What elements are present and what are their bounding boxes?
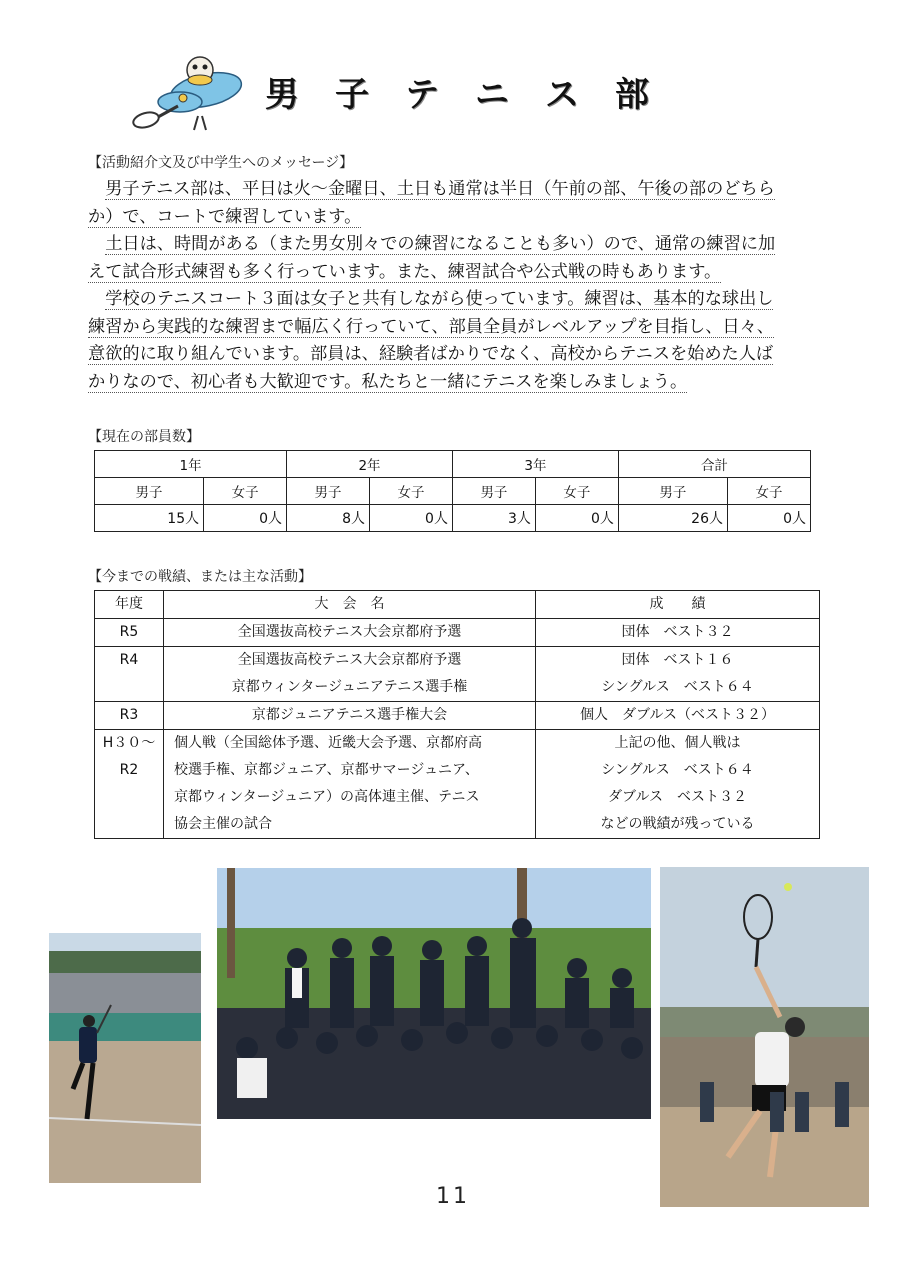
sub-header: 女子 [535,478,618,505]
result-cell: 団体 ベスト１６ シングルス ベスト６４ [536,647,820,702]
count-cell: 26人 [618,505,727,532]
title-char: 男 [265,74,299,115]
sub-header: 男子 [95,478,204,505]
intro-line: かりなので、初心者も大歓迎です。私たちと一緒にテニスを楽しみましょう。 [88,371,688,392]
meet-cell: 全国選抜高校テニス大会京都府予選 京都ウィンタージュニアテニス選手権 [164,647,536,702]
year-cell: R4 [95,647,164,702]
count-cell: 0人 [370,505,453,532]
sub-header: 男子 [452,478,535,505]
result-cell: 上記の他、個人戦は シングルス ベスト６４ ダブルス ベスト３２ などの戦績が残っている [536,730,820,839]
title-char: ニ [475,74,509,115]
intro-line: か）で、コートで練習しています。 [88,206,362,227]
count-cell: 0人 [204,505,287,532]
sub-header: 女子 [204,478,287,505]
members-heading: 【現在の部員数】 [88,429,200,445]
results-heading: 【今までの戦績、または主な活動】 [88,569,312,585]
header-meet: 大 会 名 [164,591,536,619]
intro-line: 意欲的に取り組んでいます。部員は、経験者ばかりでなく、高校からテニスを始めた人ば [88,344,774,364]
intro-text [88,176,823,396]
year-cell: H３０～ R2 [95,730,164,839]
group-header: 1年 [95,451,287,478]
intro-line: 土日は、時間がある（また男女別々での練習になることも多い）ので、通常の練習に加 [105,234,776,254]
table-row [95,619,820,647]
title-char: 部 [615,74,649,115]
header-result: 成 績 [536,591,820,619]
header-year: 年度 [95,591,164,619]
table-row [95,478,811,505]
members-table [94,450,811,532]
sub-header: 男子 [287,478,370,505]
title-char: 子 [335,74,369,115]
table-row [95,647,820,702]
intro-heading: 【活動紹介文及び中学生へのメッセージ】 [88,155,354,171]
intro-line: えて試合形式練習も多く行っています。また、練習試合や公式戦の時もあります。 [88,261,722,282]
group-header: 合計 [618,451,810,478]
photo-serve [660,867,869,1207]
meet-cell: 京都ジュニアテニス選手権大会 [164,702,536,730]
intro-line: 男子テニス部は、平日は火～金曜日、土日も通常は半日（午前の部、午後の部のどちら [105,179,775,199]
year-cell: R5 [95,619,164,647]
title-char: テ [405,74,439,115]
sub-header: 男子 [618,478,727,505]
results-table [94,590,820,839]
page-number: 11 [436,1184,470,1209]
count-cell: 0人 [535,505,618,532]
title-char: ス [545,74,579,115]
meet-cell: 個人戦（全国総体予選、近畿大会予選、京都府高 校選手権、京都ジュニア、京都サマージュニア、 京都ウィンタージュニア）の高体連主催、テニス 協会主催の試合 [164,730,536,839]
mascot-logo [128,52,244,134]
sub-header: 女子 [370,478,453,505]
year-cell: R3 [95,702,164,730]
result-cell: 団体 ベスト３２ [536,619,820,647]
photo-team [217,868,651,1119]
count-cell: 8人 [287,505,370,532]
intro-line: 学校のテニスコート３面は女子と共有しながら使っています。練習は、基本的な球出し [105,289,774,309]
photo-practice [49,933,201,1183]
table-row [95,730,820,839]
count-cell: 15人 [95,505,204,532]
page-title [262,66,662,116]
table-row [95,702,820,730]
table-row [95,505,811,532]
sub-header: 女子 [727,478,810,505]
intro-line: 練習から実践的な練習まで幅広く行っていて、部員全員がレベルアップを目指し、日々、 [88,316,774,337]
group-header: 3年 [452,451,618,478]
group-header: 2年 [287,451,453,478]
count-cell: 3人 [452,505,535,532]
count-cell: 0人 [727,505,810,532]
table-row [95,591,820,619]
meet-cell: 全国選抜高校テニス大会京都府予選 [164,619,536,647]
result-cell: 個人 ダブルス（ベスト３２） [536,702,820,730]
table-row [95,451,811,478]
